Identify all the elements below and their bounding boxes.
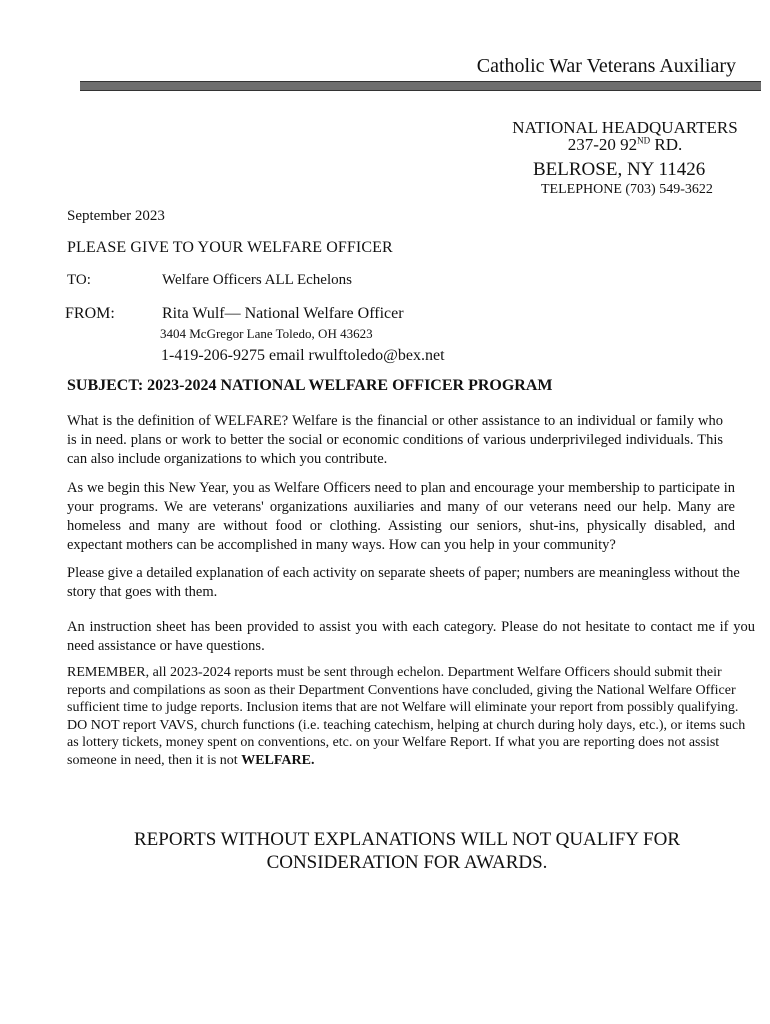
headquarters-telephone: TELEPHONE (703) 549-3622 — [541, 182, 713, 197]
remember-text: REMEMBER, all 2023-2024 reports must be sent through echelon. Department Welfare Officers should submit their reports and compilations as soon as their Department Conventions have concluded, giving the National Welfare Officer sufficient time to judge reports. Inclusion items that are not Welfare will eliminate your report from possibly qualifying. DO NOT report VAVS, church functions (i.e. teaching catechism, helping at church during holy days, etc.), or items such as lottery tickets, money spent on conventions, etc. on your Welfare Report. If what you are reporting does not assist someone in need, then it is not — [67, 665, 746, 768]
paragraph-remember — [67, 664, 757, 769]
from-label: FROM: — [65, 305, 115, 322]
subject-line: SUBJECT: 2023-2024 NATIONAL WELFARE OFFICER PROGRAM — [67, 377, 553, 394]
paragraph-instruction-sheet: An instruction sheet has been provided to assist you with each category. Please do not hesitate to contact me if you need assistance or have questions. — [67, 619, 755, 654]
paragraph-explanation: Please give a detailed explanation of each activity on separate sheets of paper; numbers are meaningless without the story that goes with them. — [67, 565, 740, 600]
sender-contact: 1-419-206-9275 email rwulftoledo@bex.net — [161, 347, 445, 364]
street-number: 237-20 92 — [567, 135, 638, 154]
paragraph-definition: What is the definition of WELFARE? Welfare is the financial or other assistance to an individual or family who is in need. plans or work to better the social or economic conditions of various underprivileged individuals. This can also include organizations to which you contribute. — [67, 413, 723, 467]
headquarters-title: NATIONAL HEADQUARTERS — [512, 118, 738, 137]
letter-date: September 2023 — [67, 208, 165, 224]
from-value: Rita Wulf— National Welfare Officer — [162, 305, 404, 322]
headquarters-city: BELROSE, NY 11426 — [533, 159, 706, 180]
organization-name: Catholic War Veterans Auxiliary — [476, 55, 736, 77]
headquarters-street — [490, 135, 760, 155]
sender-address: 3404 McGregor Lane Toledo, OH 43623 — [160, 326, 373, 341]
header-rule — [80, 81, 761, 91]
closing-notice: REPORTS WITHOUT EXPLANATIONS WILL NOT QUALIFY FOR CONSIDERATION FOR AWARDS. — [134, 829, 680, 873]
routing-instruction: PLEASE GIVE TO YOUR WELFARE OFFICER — [67, 239, 393, 256]
to-label: TO: — [67, 272, 91, 288]
paragraph-new-year: As we begin this New Year, you as Welfare Officers need to plan and encourage your membership to participate in your programs. We are veterans' organizations auxiliaries and many of our veterans need our help. Many are homeless and many are without food or clothing. Assisting our seniors, shut-ins, physically disabled, and expectant mothers can be accomplished in many ways. How can you help in your community? — [67, 480, 735, 553]
street-name: RD. — [650, 135, 683, 154]
to-value: Welfare Officers ALL Echelons — [162, 272, 352, 288]
street-suffix: ND — [637, 135, 651, 146]
remember-emphasis: WELFARE. — [241, 752, 315, 768]
